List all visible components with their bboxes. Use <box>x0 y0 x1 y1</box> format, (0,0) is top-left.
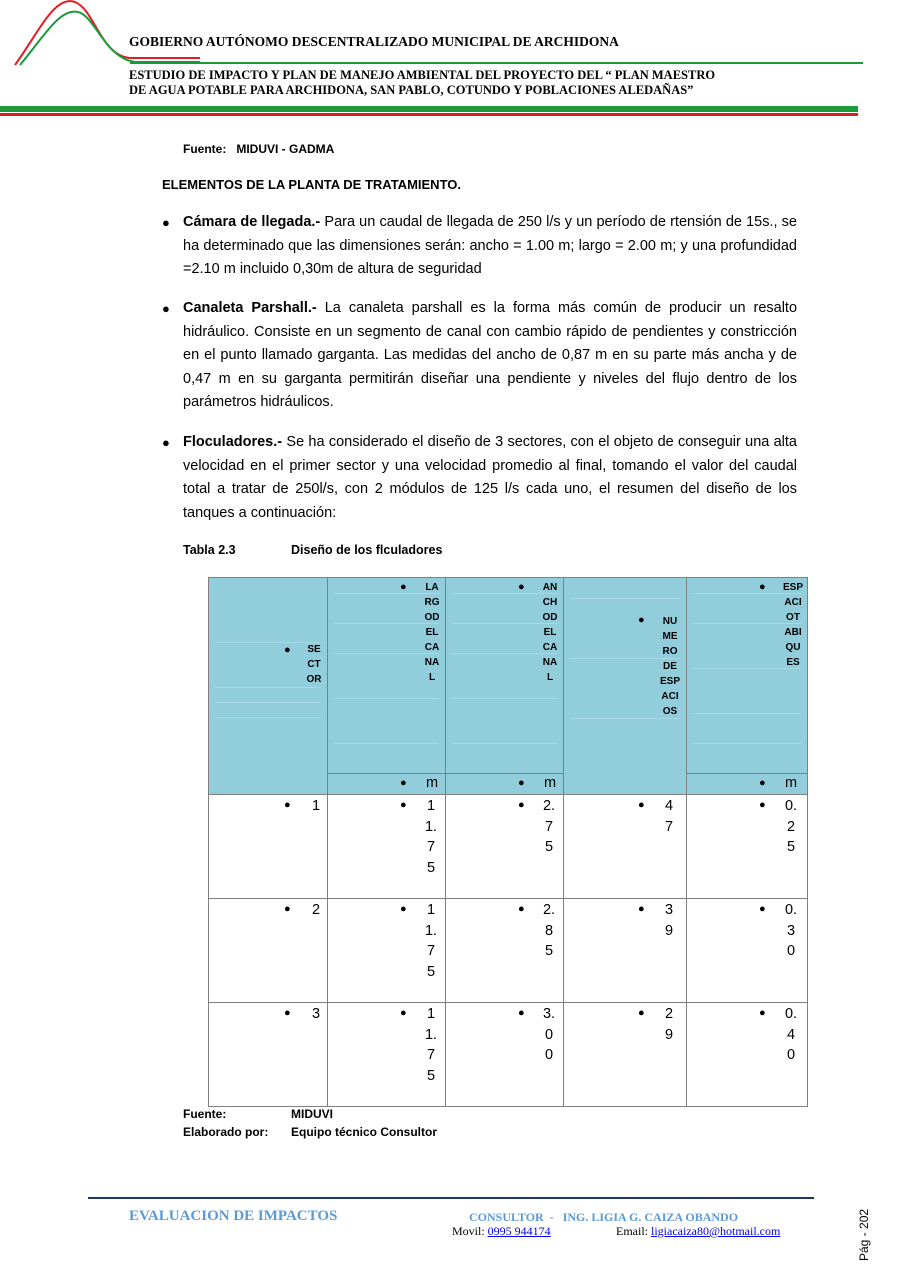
phone-label: Movil: <box>452 1224 488 1238</box>
table-row <box>209 1003 808 1107</box>
unit-ancho: ● m <box>446 773 564 794</box>
header-text: ANCHODELCANAL <box>542 582 558 683</box>
phone-link[interactable]: 0995 944174 <box>487 1224 551 1238</box>
table-source-value: MIDUVI <box>291 1107 333 1121</box>
table-author-value: Equipo técnico Consultor <box>291 1125 437 1139</box>
cell-value: 0.40 <box>784 1006 798 1063</box>
header-subtitle-line2: DE AGUA POTABLE PARA ARCHIDONA, SAN PABLO, COTUNDO Y POBLACIONES ALEDAÑAS” <box>129 83 694 97</box>
header-rule-thin <box>130 62 863 64</box>
cell-value: 3.00 <box>542 1006 556 1063</box>
svg-text:Pág - 202: Pág - 202 <box>857 1208 871 1261</box>
cell-espacio: ● 0.30 <box>687 899 808 1003</box>
footer-rule <box>88 1197 814 1199</box>
unit-largo: ● m <box>328 773 446 794</box>
cell-value: 3 <box>311 1006 321 1022</box>
cell-value: 0.25 <box>784 798 798 855</box>
header-stripe-red <box>0 113 858 116</box>
bullet-camara <box>162 211 797 282</box>
page-number <box>852 1195 874 1265</box>
header-text: SECTOR <box>306 644 322 685</box>
unit-text: m <box>785 774 798 791</box>
table-source-label: Fuente: <box>183 1107 227 1121</box>
bullet-text: Para un caudal de llegada de 250 l/s y un período de rtensión de 15s., se ha determinado que las dimensiones serán: ancho = 1.00 m; largo = 2.00 m; y una profundidad =2.10 m incluido 0,30m de altura de seguridad <box>183 214 797 277</box>
floculadores-table <box>208 577 808 1107</box>
cell-value: 2 <box>311 902 321 918</box>
cell-sector: ● 1 <box>209 795 328 899</box>
header-ancho: ● ANCHODELCANAL <box>446 578 564 774</box>
bullet-dot-icon: ● <box>162 301 170 316</box>
cell-value: 29 <box>664 1006 674 1043</box>
header-espacio: ● ESPACIOTABIQUES <box>687 578 808 774</box>
header-subtitle <box>129 68 809 98</box>
header-sector: ● SECTOR <box>209 578 328 795</box>
cell-largo: ● 11.75 <box>328 795 446 899</box>
header-largo: ● LARGODELCANAL <box>328 578 446 774</box>
cell-sector: ● 2 <box>209 899 328 1003</box>
cell-espacio: ● 0.25 <box>687 795 808 899</box>
table-caption: Diseño de los flculadores <box>291 543 443 557</box>
unit-text: m <box>544 774 557 791</box>
cell-value: 1 <box>311 798 321 814</box>
table-row <box>209 899 808 1003</box>
cell-value: 2.85 <box>542 902 556 959</box>
header-numero: ● NUMERODEESPACIOS <box>564 578 687 795</box>
footer-consultant: CONSULTOR - ING. LIGIA G. CAIZA OBANDO <box>469 1210 739 1224</box>
section-title: ELEMENTOS DE LA PLANTA DE TRATAMIENTO. <box>162 177 461 192</box>
cell-value: 47 <box>664 798 674 835</box>
email-label: Email: <box>616 1224 651 1238</box>
cell-numero: ● 39 <box>564 899 687 1003</box>
bullet-term: Cámara de llegada.- <box>183 214 321 230</box>
cell-sector: ● 3 <box>209 1003 328 1107</box>
bullet-term: Floculadores.- <box>183 434 283 450</box>
table-header-row <box>209 578 808 774</box>
table-label: Tabla 2.3 <box>183 543 236 557</box>
header-text: LARGODELCANAL <box>424 582 440 683</box>
cell-ancho: ● 2.75 <box>446 795 564 899</box>
cell-ancho: ● 3.00 <box>446 1003 564 1107</box>
cell-largo: ● 11.75 <box>328 1003 446 1107</box>
table-author-label: Elaborado por: <box>183 1125 269 1139</box>
header-text: NUMERODEESPACIOS <box>660 616 681 717</box>
source-note-top: Fuente: MIDUVI - GADMA <box>183 142 335 156</box>
cell-ancho: ● 2.85 <box>446 899 564 1003</box>
cell-numero: ● 29 <box>564 1003 687 1107</box>
cell-value: 11.75 <box>424 1006 438 1084</box>
bullet-dot-icon: ● <box>162 435 170 450</box>
footer-section: EVALUACION DE IMPACTOS <box>129 1208 338 1224</box>
bullet-floculadores <box>162 431 797 525</box>
unit-espacio: ● m <box>687 773 808 794</box>
header-text: ESPACIOTABIQUES <box>783 582 804 668</box>
cell-largo: ● 11.75 <box>328 899 446 1003</box>
bullet-text: Se ha considerado el diseño de 3 sectores, con el objeto de conseguir una alta velocidad en el primer sector y una velocidad promedio al final, tomando el valor del caudal total a tratar de 250l/s, con 2 módulos de 125 l/s cada uno, el resumen del diseño de los tanques a continuación: <box>183 434 797 521</box>
bullet-text: La canaleta parshall es la forma más común de producir un resalto hidráulico. Consiste en un segmento de canal con cambio rápido de pendientes y constricción en el punto llamado garganta. Las medidas del ancho de 0,87 m en su parte más ancha y de 0,47 m en su garganta permitirán diseñar una pendiente y niveles del flujo dentro de los parámetros hidráulicos. <box>183 300 798 410</box>
cell-numero: ● 47 <box>564 795 687 899</box>
cell-value: 39 <box>664 902 674 939</box>
header-title: GOBIERNO AUTÓNOMO DESCENTRALIZADO MUNICIPAL DE ARCHIDONA <box>129 34 619 49</box>
cell-value: 11.75 <box>424 798 438 876</box>
footer-email <box>616 1224 780 1239</box>
cell-value: 0.30 <box>784 902 798 959</box>
bullet-parshall <box>162 297 798 415</box>
table-row <box>209 795 808 899</box>
cell-value: 2.75 <box>542 798 556 855</box>
bullet-dot-icon: ● <box>162 215 170 230</box>
header-subtitle-line1: ESTUDIO DE IMPACTO Y PLAN DE MANEJO AMBIENTAL DEL PROYECTO DEL “ PLAN MAESTRO <box>129 68 716 82</box>
unit-text: m <box>426 774 439 791</box>
header-stripe-green <box>0 106 858 112</box>
cell-value: 11.75 <box>424 902 438 980</box>
bullet-term: Canaleta Parshall.- <box>183 300 317 316</box>
footer-phone <box>452 1224 551 1239</box>
cell-espacio: ● 0.40 <box>687 1003 808 1107</box>
email-link[interactable]: ligiacaiza80@hotmail.com <box>651 1224 781 1238</box>
